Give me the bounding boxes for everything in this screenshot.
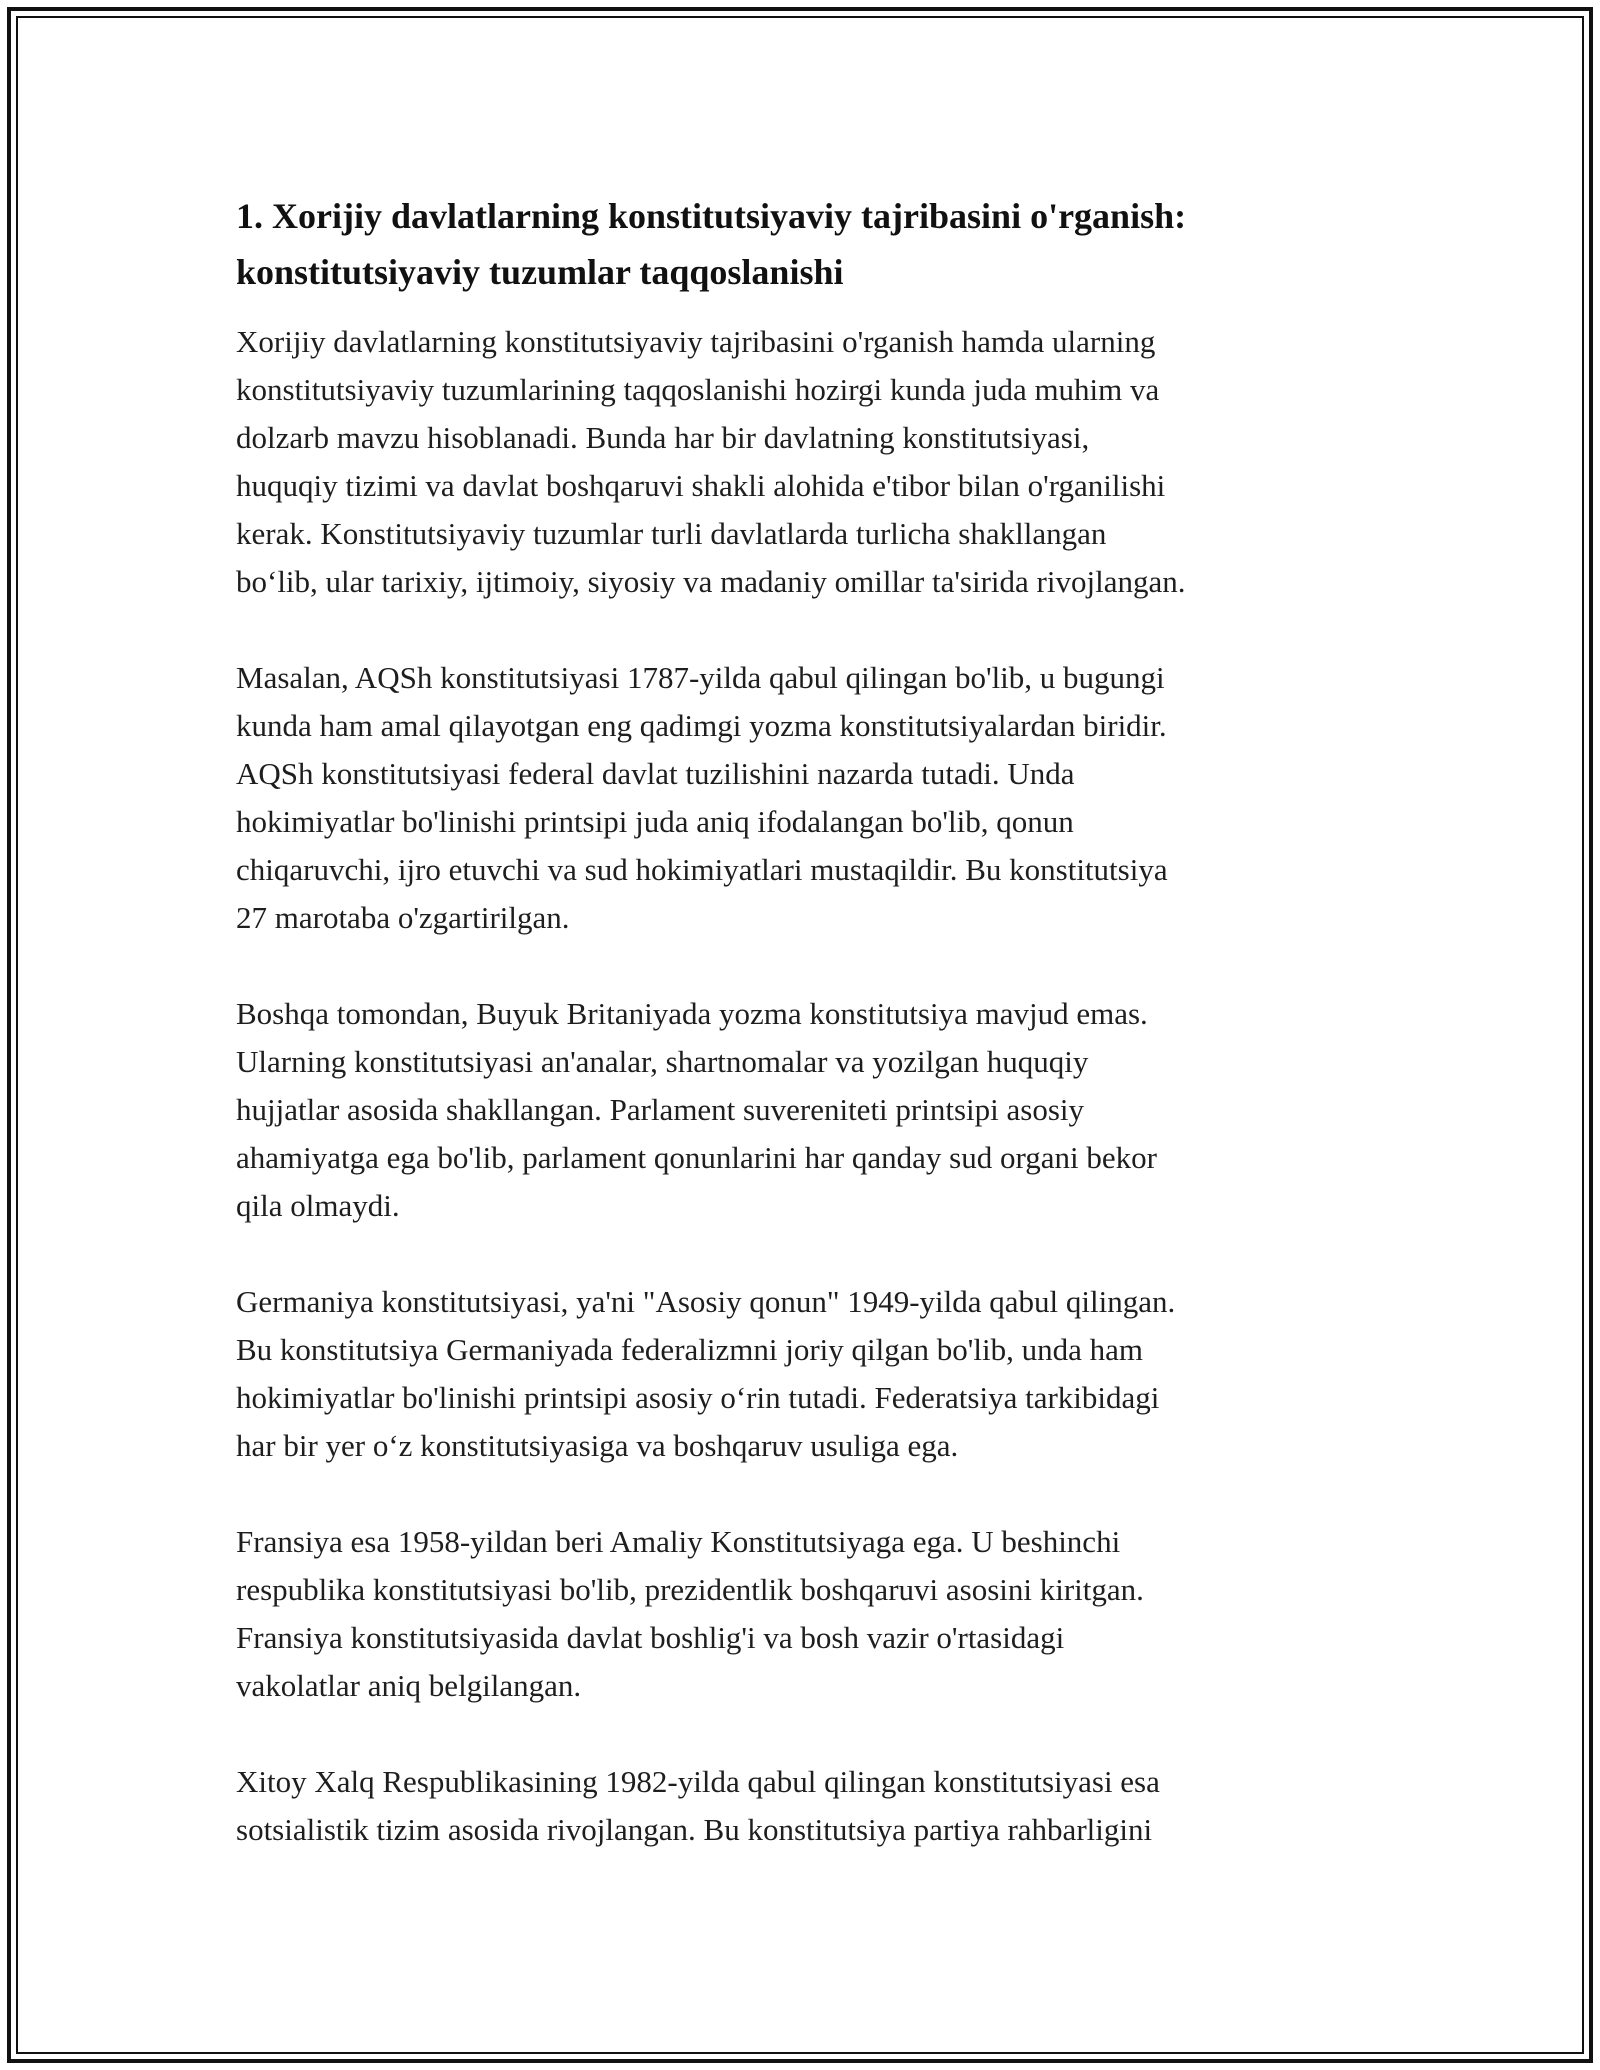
paragraph-usa: Masalan, AQSh konstitutsiyasi 1787-yilda qabul qilingan bo'lib, u bugungi kunda ham amal qilayotgan eng qadimgi yozma konstitutsiyalardan biridir. AQSh konstitutsiyasi federal davlat tuzilishini nazarda tutadi. Unda hokimiyatlar bo'linishi printsipi juda aniq ifodalangan bo'lib, qonun chiqaruvchi, ijro etuvchi va sud hokimiyatlari mustaqildir. Bu konstitutsiya 27 marotaba o'zgartirilgan. xyxy=(236,660,1168,935)
document-body xyxy=(236,188,1376,1902)
paragraph-china: Xitoy Xalq Respublikasining 1982-yilda qabul qilingan konstitutsiyasi esa sotsialistik tizim asosida rivojlangan. Bu konstitutsiya partiya rahbarligini xyxy=(236,1764,1160,1847)
section-heading: 1. Xorijiy davlatlarning konstitutsiyaviy tajribasini o'rganish: konstitutsiyaviy tuzumlar taqqoslanishi xyxy=(236,196,1187,292)
paragraph-france: Fransiya esa 1958-yildan beri Amaliy Konstitutsiyaga ega. U beshinchi respublika konstitutsiyasi bo'lib, prezidentlik boshqaruvi asosini kiritgan. Fransiya konstitutsiyasida davlat boshlig'i va bosh vazir o'rtasidagi vakolatlar aniq belgilangan. xyxy=(236,1524,1144,1703)
paragraph-germany: Germaniya konstitutsiyasi, ya'ni "Asosiy qonun" 1949-yilda qabul qilingan. Bu konstitutsiya Germaniyada federalizmni joriy qilgan bo'lib, unda ham hokimiyatlar bo'linishi printsipi asosiy o‘rin tutadi. Federatsiya tarkibidagi har bir yer o‘z konstitutsiyasiga va boshqaruv usuliga ega. xyxy=(236,1284,1176,1463)
paragraph-uk: Boshqa tomondan, Buyuk Britaniyada yozma konstitutsiya mavjud emas. Ularning konstitutsiyasi an'analar, shartnomalar va yozilgan huquqiy hujjatlar asosida shakllangan. Parlament suvereniteti printsipi asosiy ahamiyatga ega bo'lib, parlament qonunlarini har qanday sud organi bekor qila olmaydi. xyxy=(236,996,1157,1223)
paragraph-intro: Xorijiy davlatlarning konstitutsiyaviy tajribasini o'rganish hamda ularning konstitutsiyaviy tuzumlarining taqqoslanishi hozirgi kunda juda muhim va dolzarb mavzu hisoblanadi. Bunda har bir davlatning konstitutsiyasi, huquqiy tizimi va davlat boshqaruvi shakli alohida e'tibor bilan o'rganilishi kerak. Konstitutsiyaviy tuzumlar turli davlatlarda turlicha shakllangan bo‘lib, ular tarixiy, ijtimoiy, siyosiy va madaniy omillar ta'sirida rivojlangan. xyxy=(236,324,1186,599)
